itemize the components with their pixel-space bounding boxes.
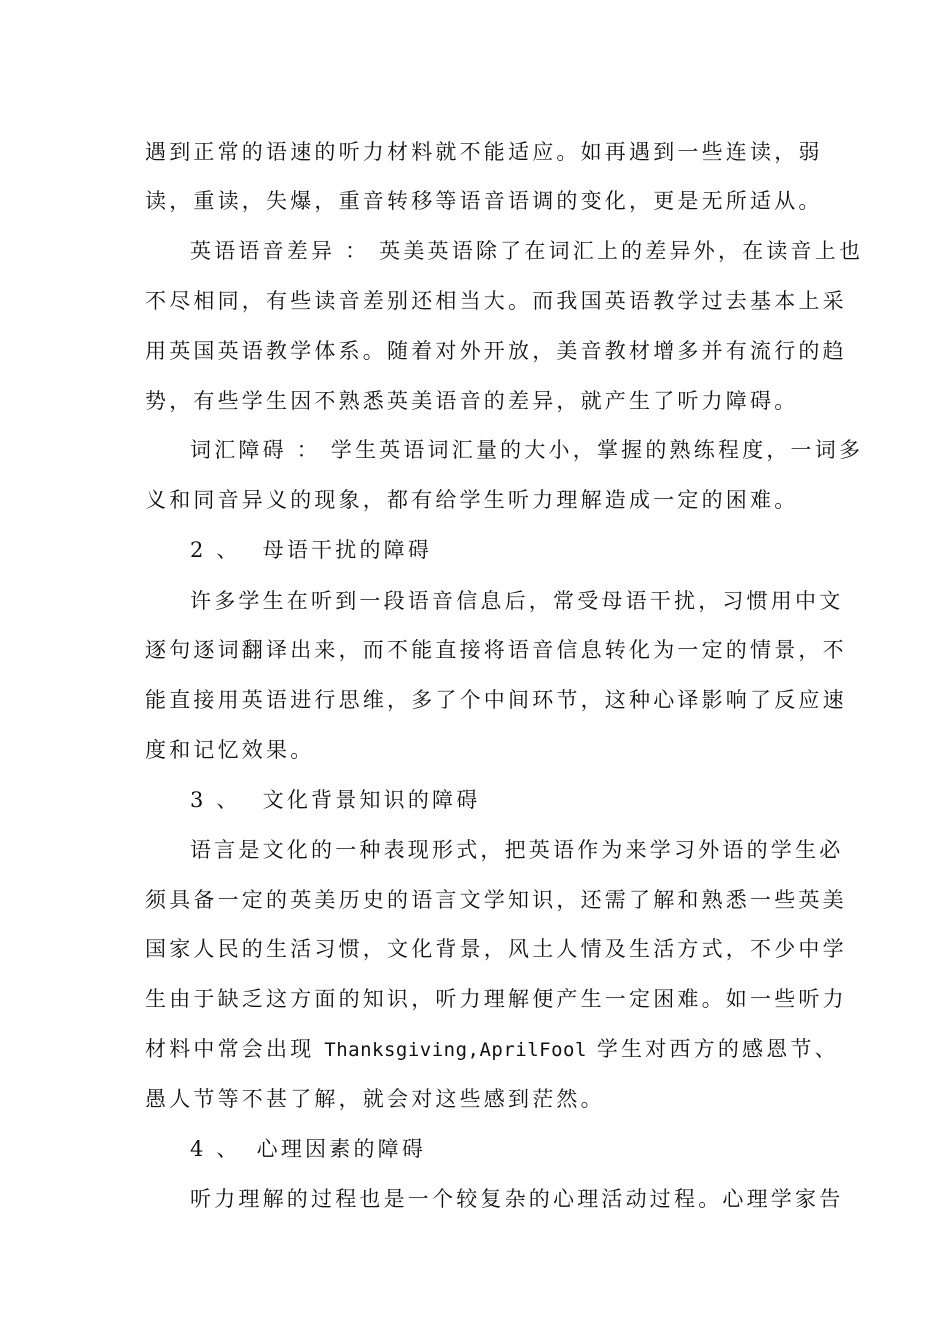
paragraph-line: 语言是文化的一种表现形式，把英语作为来学习外语的学生必 — [190, 838, 844, 862]
paragraph-line: 许多学生在听到一段语音信息后，常受母语干扰，习惯用中文 — [190, 589, 844, 613]
paragraph-line: 愚人节等不甚了解，就会对这些感到茫然。 — [145, 1087, 605, 1111]
paragraph-line: 听力理解的过程也是一个较复杂的心理活动过程。心理学家告 — [190, 1187, 844, 1211]
section-number: 4 、 — [190, 1137, 241, 1161]
paragraph-line: 英语语音差异 ： 英美英语除了在词汇上的差异外，在读音上也 — [190, 239, 864, 263]
section-number: 3 、 — [190, 788, 241, 812]
paragraph-line: 义和同音异义的现象，都有给学生听力理解造成一定的困难。 — [145, 488, 799, 512]
section-title: 母语干扰的障碍 — [262, 538, 433, 562]
section-number: 2 、 — [190, 538, 241, 562]
text-segment: 学生对西方的感恩节、 — [586, 1037, 839, 1061]
paragraph-line: 势，有些学生因不熟悉英美语音的差异，就产生了听力障碍。 — [145, 389, 799, 413]
paragraph-line: 能直接用英语进行思维，多了个中间环节，这种心译影响了反应速 — [145, 688, 847, 712]
section-heading — [190, 1137, 426, 1161]
paragraph-line: 国家人民的生活习惯，文化背景，风土人情及生活方式，不少中学 — [145, 937, 847, 961]
paragraph-line: 词汇障碍 ： 学生英语词汇量的大小，掌握的熟练程度，一词多 — [190, 438, 864, 462]
text-segment: 材料中常会出现 — [145, 1037, 325, 1061]
paragraph-line: 须具备一定的英美历史的语言文学知识，还需了解和熟悉一些英美 — [145, 888, 847, 912]
paragraph-line: 逐句逐词翻译出来，而不能直接将语音信息转化为一定的情景，不 — [145, 638, 847, 662]
paragraph-line: 不尽相同，有些读音差别还相当大。而我国英语教学过去基本上采 — [145, 289, 847, 313]
paragraph-line: 度和记忆效果。 — [145, 738, 315, 762]
paragraph-line: 遇到正常的语速的听力材料就不能适应。如再遇到一些连读，弱 — [145, 140, 823, 164]
english-terms: Thanksgiving,AprilFool — [324, 1039, 587, 1061]
paragraph-line: 读，重读，失爆，重音转移等语音语调的变化，更是无所适从。 — [145, 189, 823, 213]
paragraph-line — [145, 1037, 839, 1062]
section-heading — [190, 788, 480, 812]
section-title: 文化背景知识的障碍 — [262, 788, 481, 812]
section-title: 心理因素的障碍 — [256, 1137, 427, 1161]
paragraph-line: 用英国英语教学体系。随着对外开放，美音教材增多并有流行的趋 — [145, 339, 847, 363]
section-heading — [190, 538, 432, 562]
paragraph-line: 生由于缺乏这方面的知识，听力理解便产生一定困难。如一些听力 — [145, 987, 847, 1011]
